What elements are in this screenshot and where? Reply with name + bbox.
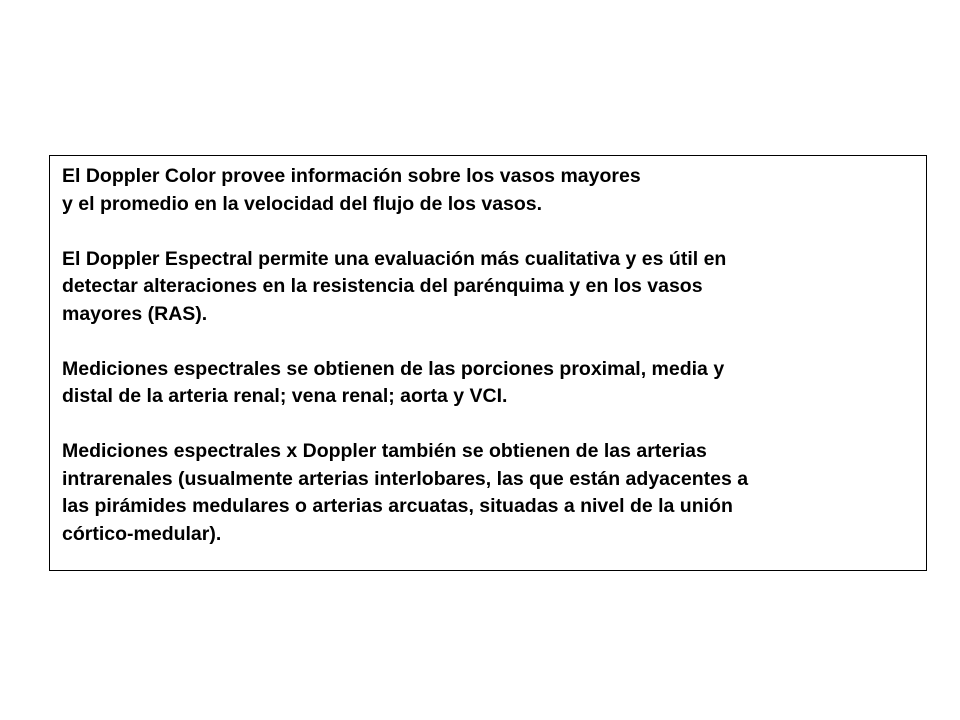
paragraph-color-doppler bbox=[62, 163, 914, 218]
paragraph-spacer bbox=[62, 218, 914, 246]
text-line: distal de la arteria renal; vena renal; aorta y VCI. bbox=[62, 385, 508, 407]
paragraph-spectral-measurements bbox=[62, 356, 914, 411]
paragraph-spacer bbox=[62, 328, 914, 356]
text-line: Mediciones espectrales x Doppler también se obtienen de las arterias bbox=[62, 440, 707, 462]
text-line: y el promedio en la velocidad del flujo de los vasos. bbox=[62, 192, 543, 215]
paragraph-spacer bbox=[62, 411, 914, 439]
text-line: El Doppler Espectral permite una evaluación más cualitativa y es útil en bbox=[62, 247, 727, 270]
text-line: intrarenales (usualmente arterias interlobares, las que están adyacentes a bbox=[62, 467, 749, 490]
text-line: Mediciones espectrales se obtienen de las porciones proximal, media y bbox=[62, 357, 725, 380]
text-line: El Doppler Color provee información sobre los vasos mayores bbox=[62, 165, 641, 187]
text-line: mayores (RAS). bbox=[62, 302, 208, 325]
paragraph-intrarenal-measurements bbox=[62, 438, 914, 548]
paragraph-spectral-doppler bbox=[62, 246, 914, 329]
text-line: las pirámides medulares o arterias arcuatas, situadas a nivel de la unión bbox=[62, 495, 733, 517]
text-line: detectar alteraciones en la resistencia del parénquima y en los vasos bbox=[62, 275, 703, 297]
text-line: córtico-medular). bbox=[62, 522, 222, 545]
text-box bbox=[49, 155, 927, 571]
